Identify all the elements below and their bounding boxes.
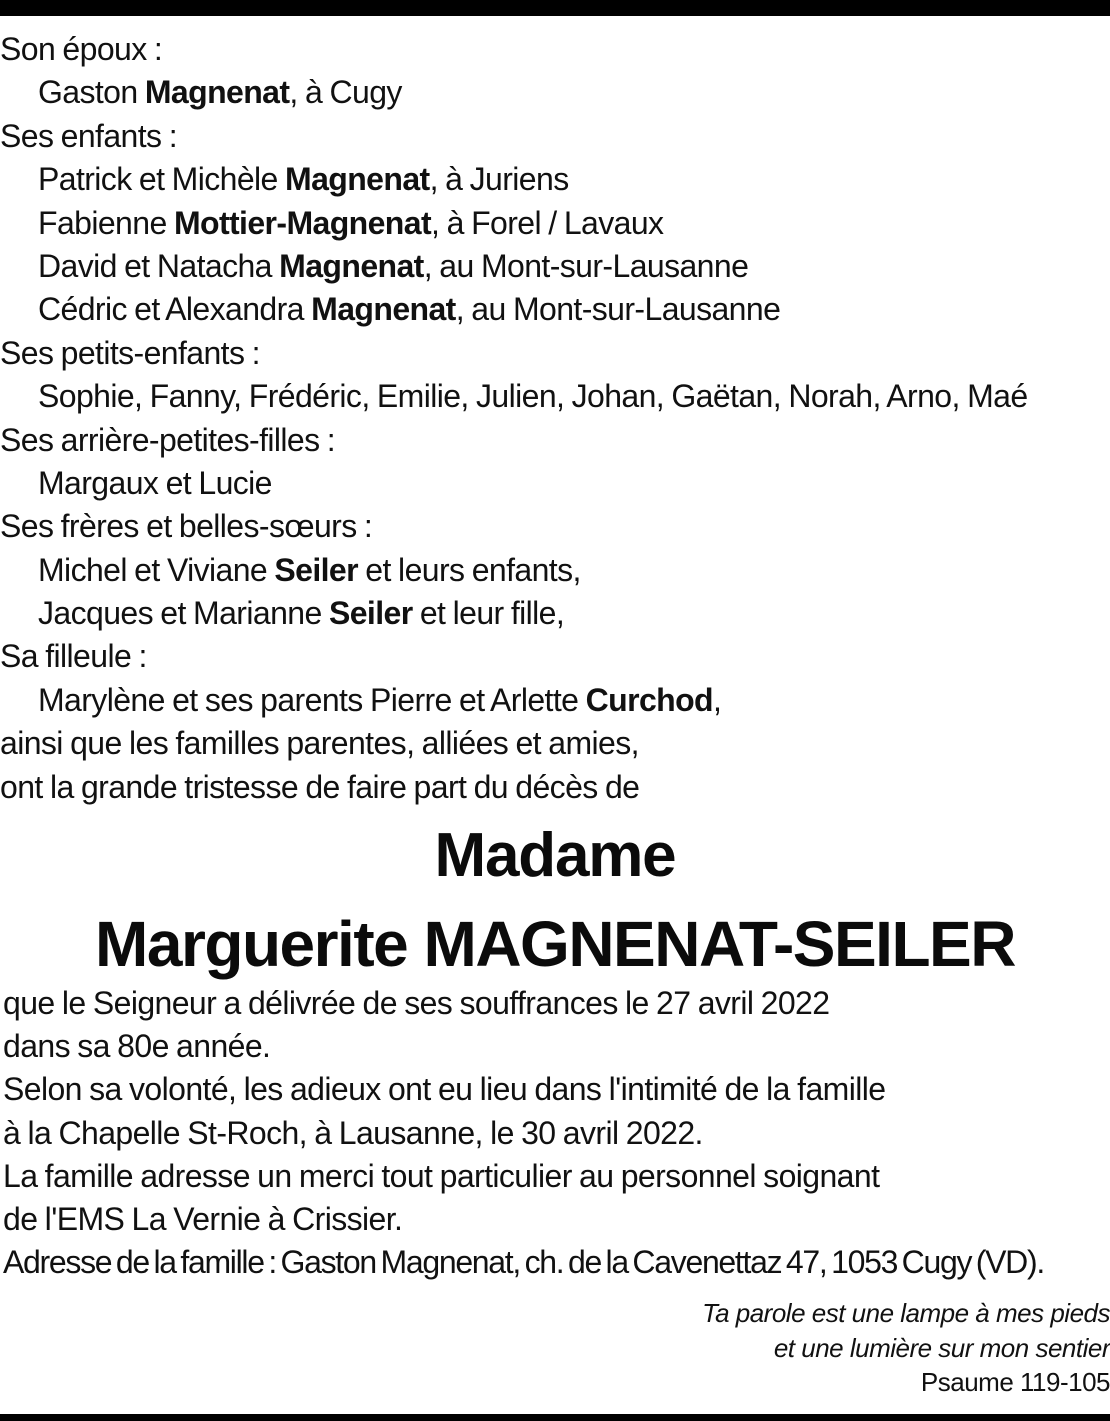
notice-line: de l'EMS La Vernie à Crissier.: [3, 1200, 403, 1237]
sibling-entry: Michel et Viviane Seiler et leurs enfants,: [38, 551, 581, 588]
great-grandchildren-list: Margaux et Lucie: [38, 464, 272, 501]
sibling-entry: Jacques et Marianne Seiler et leur fille,: [38, 595, 565, 632]
bible-verse: [702, 1296, 1110, 1400]
top-border: [0, 0, 1110, 16]
child-entry: Patrick et Michèle Magnenat, à Juriens: [38, 161, 569, 198]
goddaughter-heading: Sa filleule :: [0, 638, 147, 675]
verse-line: Ta parole est une lampe à mes pieds: [702, 1298, 1110, 1328]
notice-line: La famille adresse un merci tout particulier au personnel soignant: [3, 1157, 880, 1194]
child-entry: Cédric et Alexandra Magnenat, au Mont-sur-Lausanne: [38, 291, 781, 328]
spouse-entry: Gaston Magnenat, à Cugy: [38, 74, 402, 111]
notice-line: à la Chapelle St-Roch, à Lausanne, le 30 avril 2022.: [3, 1114, 703, 1151]
bottom-border: [0, 1414, 1110, 1421]
deceased-name: Marguerite MAGNENAT-SEILER: [95, 908, 1015, 980]
notice-line: Selon sa volonté, les adieux ont eu lieu dans l'intimité de la famille: [3, 1071, 886, 1108]
closing-relatives: ainsi que les familles parentes, alliées et amies,: [0, 725, 639, 762]
child-entry: David et Natacha Magnenat, au Mont-sur-Lausanne: [38, 247, 749, 284]
spouse-heading: Son époux :: [0, 31, 163, 67]
notice-line: dans sa 80e année.: [3, 1028, 271, 1065]
grandchildren-list: Sophie, Fanny, Frédéric, Emilie, Julien, Johan, Gaëtan, Norah, Arno, Maé: [38, 378, 1028, 415]
child-entry: Fabienne Mottier-Magnenat, à Forel / Lavaux: [38, 204, 664, 241]
family-address: Adresse de la famille : Gaston Magnenat, ch. de la Cavenettaz 47, 1053 Cugy (VD).: [3, 1244, 1044, 1281]
grandchildren-heading: Ses petits-enfants :: [0, 334, 260, 371]
children-heading: Ses enfants :: [0, 117, 177, 154]
family-list: [0, 28, 1110, 809]
deceased-title: Madame: [434, 821, 676, 890]
deceased-name-block: [0, 812, 1110, 988]
verse-reference: Psaume 119-105: [920, 1367, 1110, 1397]
notice-line: que le Seigneur a délivrée de ses souffrances le 27 avril 2022: [3, 985, 830, 1021]
goddaughter-entry: Marylène et ses parents Pierre et Arlette Curchod,: [38, 681, 722, 718]
verse-line: et une lumière sur mon sentier: [773, 1332, 1110, 1363]
great-grandchildren-heading: Ses arrière-petites-filles :: [0, 421, 336, 458]
siblings-heading: Ses frères et belles-sœurs :: [0, 508, 373, 545]
death-notice-text: [3, 982, 1110, 1284]
closing-announcement: ont la grande tristesse de faire part du décès de: [0, 768, 640, 805]
